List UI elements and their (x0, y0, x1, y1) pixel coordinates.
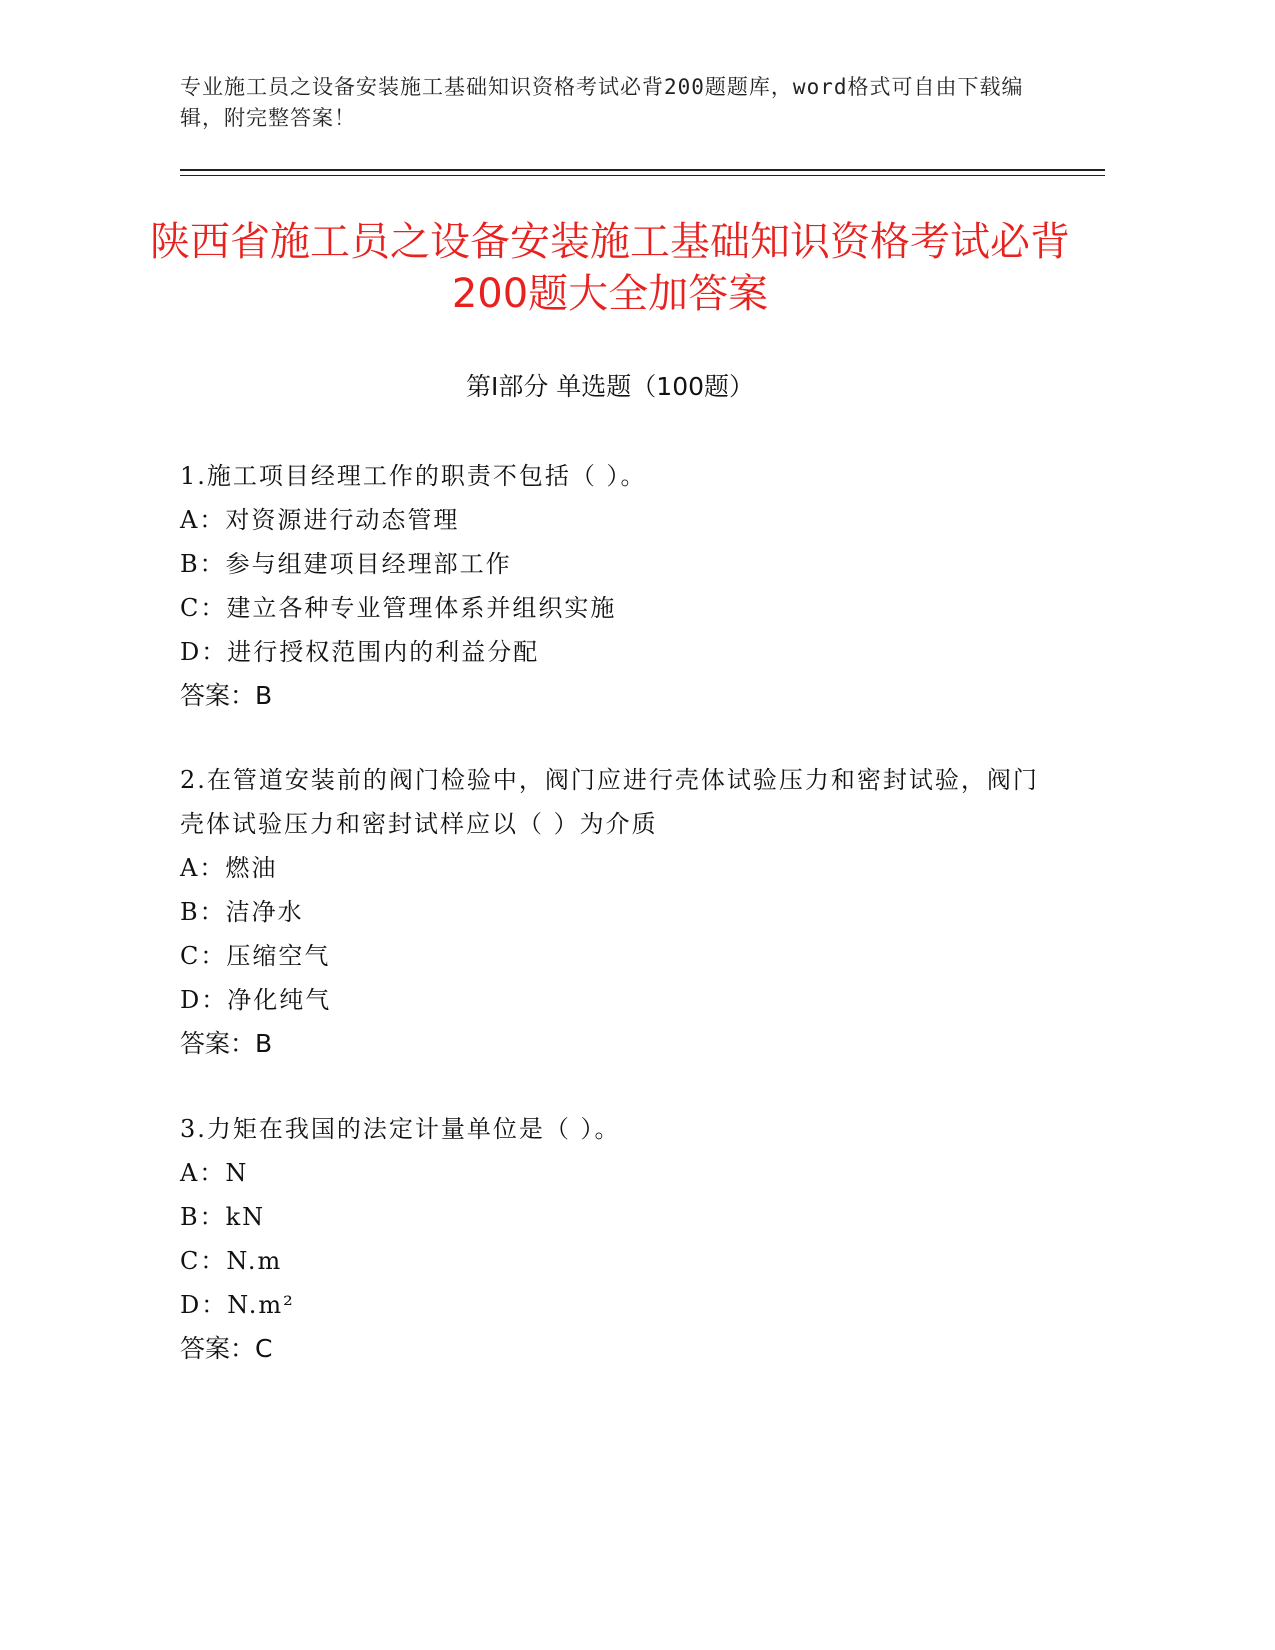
option-c: C：压缩空气 (180, 942, 331, 970)
option-d: D：净化纯气 (180, 986, 332, 1014)
option-d: D：进行授权范围内的利益分配 (180, 638, 540, 666)
document-title: 陕西省施工员之设备安装施工基础知识资格考试必背200题大全加答案 (150, 219, 1070, 317)
answer: 答案：B (180, 1029, 273, 1058)
answer: 答案：C (180, 1334, 273, 1363)
question-text: 3.力矩在我国的法定计量单位是（ ）。 (180, 1115, 621, 1143)
header-rule-thick (180, 169, 1105, 171)
question-1 (180, 454, 1060, 718)
question-text: 2.在管道安装前的阀门检验中，阀门应进行壳体试验压力和密封试验，阀门壳体试验压力和密封试样应以（ ）为介质 (180, 766, 1039, 838)
answer: 答案：B (180, 681, 273, 710)
question-2 (180, 758, 1060, 1066)
option-c: C：N.m (180, 1247, 283, 1275)
section-heading: 第Ⅰ部分 单选题（100题） (465, 372, 755, 401)
option-a: A：对资源进行动态管理 (180, 506, 460, 534)
question-text: 1.施工项目经理工作的职责不包括（ ）。 (180, 462, 647, 490)
option-d: D：N.m² (180, 1291, 295, 1319)
option-c: C：建立各种专业管理体系并组织实施 (180, 594, 617, 622)
header-note: 专业施工员之设备安装施工基础知识资格考试必背200题题库，word格式可自由下载编辑，附完整答案！ (180, 75, 1024, 130)
header-rule-thin (180, 175, 1105, 176)
option-b: B：洁净水 (180, 898, 304, 926)
option-b: B：kN (180, 1203, 266, 1231)
option-a: A：燃油 (180, 854, 278, 882)
question-3 (180, 1107, 1060, 1371)
option-a: A：N (180, 1159, 249, 1187)
option-b: B：参与组建项目经理部工作 (180, 550, 512, 578)
